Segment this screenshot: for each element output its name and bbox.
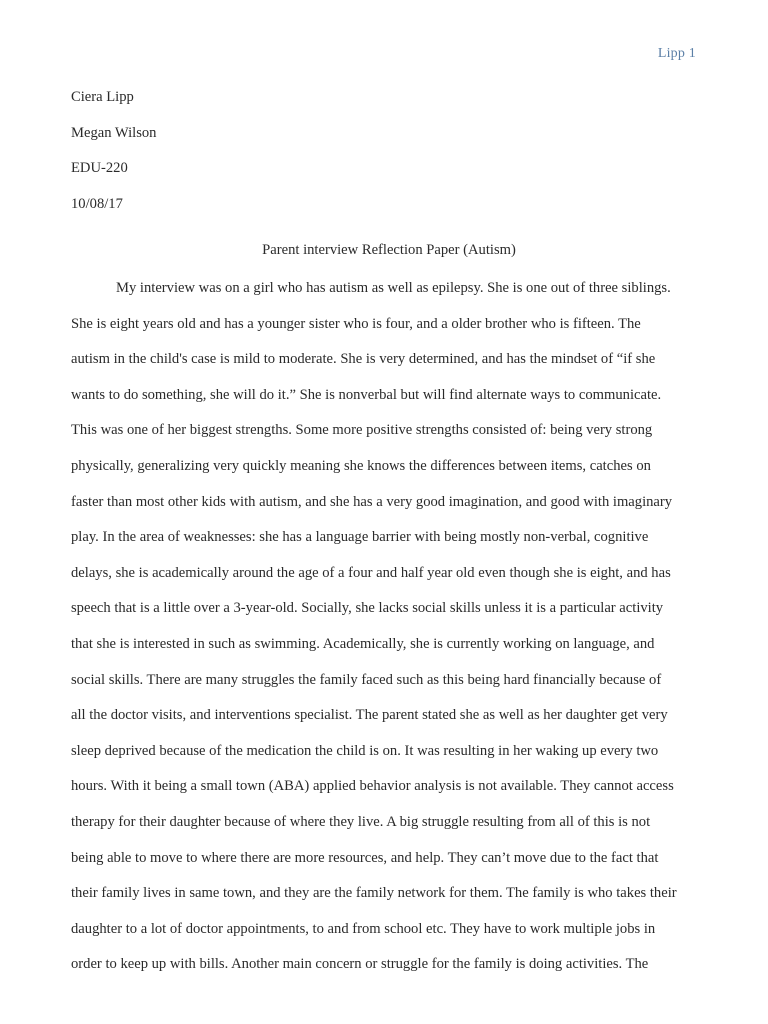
running-head: Lipp 1 bbox=[657, 46, 696, 61]
body-line: speech that is a little over a 3-year-old. Socially, she lacks social skills unless it is a particular activity bbox=[71, 600, 664, 617]
body-line: wants to do something, she will do it.” She is nonverbal but will find alternate ways to communicate. bbox=[71, 386, 662, 403]
body-line: autism in the child's case is mild to moderate. She is very determined, and has the mindset of “if she bbox=[71, 351, 656, 368]
body-line: all the doctor visits, and interventions specialist. The parent stated she as well as her daughter get very bbox=[71, 707, 668, 724]
body-line: play. In the area of weaknesses: she has a language barrier with being mostly non-verbal, cognitive bbox=[71, 529, 649, 546]
instructor-name: Megan Wilson bbox=[71, 124, 157, 141]
heading-block bbox=[71, 80, 701, 222]
body-line: order to keep up with bills. Another main concern or struggle for the family is doing activities. The bbox=[71, 956, 649, 973]
body-line: daughter to a lot of doctor appointments, to and from school etc. They have to work multiple jobs in bbox=[71, 920, 656, 937]
body-line: that she is interested in such as swimming. Academically, she is currently working on language, and bbox=[71, 635, 655, 652]
body-line: My interview was on a girl who has autism as well as epilepsy. She is one out of three siblings. bbox=[116, 280, 671, 296]
body-line: delays, she is academically around the age of a four and half year old even though she is eight, and has bbox=[71, 564, 671, 581]
body-line: hours. With it being a small town (ABA) applied behavior analysis is not available. They cannot access bbox=[71, 778, 674, 795]
body-line: social skills. There are many struggles the family faced such as this being hard financially because of bbox=[71, 671, 662, 688]
body-line: physically, generalizing very quickly meaning she knows the differences between items, catches on bbox=[71, 457, 651, 474]
body-line: She is eight years old and has a younger sister who is four, and a older brother who is fifteen. The bbox=[71, 315, 641, 332]
body-line: This was one of her biggest strengths. Some more positive strengths consisted of: being very strong bbox=[71, 422, 653, 439]
student-name: Ciera Lipp bbox=[71, 89, 134, 105]
course-code: EDU-220 bbox=[71, 160, 128, 177]
paper-title: Parent interview Reflection Paper (Autism) bbox=[262, 242, 516, 258]
body-line: sleep deprived because of the medication the child is on. It was resulting in her waking up every two bbox=[71, 742, 659, 759]
paper-date: 10/08/17 bbox=[71, 195, 123, 212]
body-line: therapy for their daughter because of where they live. A big struggle resulting from all of this is not bbox=[71, 813, 651, 830]
body-paragraph bbox=[71, 276, 701, 988]
body-line: faster than most other kids with autism, and she has a very good imagination, and good with imaginary bbox=[71, 493, 673, 510]
body-line: being able to move to where there are more resources, and help. They can’t move due to the fact that bbox=[71, 849, 659, 866]
body-line: their family lives in same town, and they are the family network for them. The family is who takes their bbox=[71, 885, 677, 902]
